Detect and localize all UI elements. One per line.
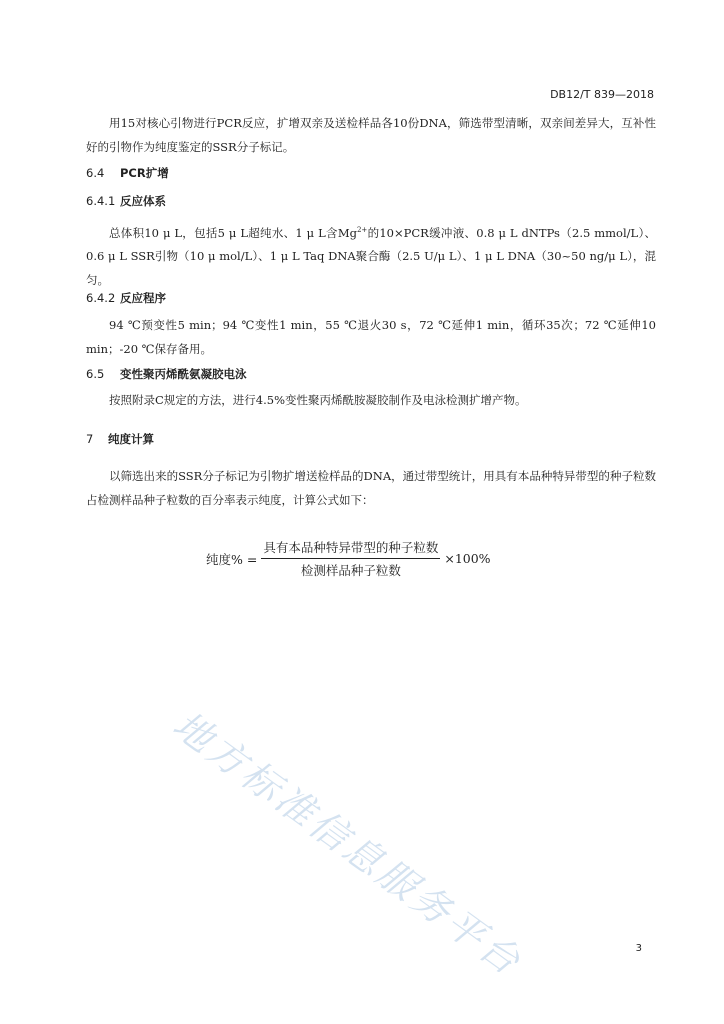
formula-numerator: 具有本品种特异带型的种子粒数 — [263, 540, 439, 555]
reaction-text-part1: 总体积10 μ L，包括5 μ L超纯水、1 μ L含Mg — [109, 225, 357, 240]
section-title: PCR扩增 — [120, 166, 169, 180]
section-6-4-1-heading — [86, 193, 166, 209]
section-number: 6.5 — [86, 367, 105, 381]
intro-paragraph: 用15对核心引物进行PCR反应，扩增双亲及送检样品各10份DNA，筛选带型清晰，双亲间差异大，互补性好的引物作为纯度鉴定的SSR分子标记。 — [86, 116, 656, 154]
formula-fraction — [261, 538, 440, 579]
reaction-system-paragraph — [86, 219, 656, 292]
section-7-heading — [86, 431, 154, 447]
formula-denominator: 检测样品种子粒数 — [300, 563, 401, 578]
electrophoresis-paragraph: 按照附录C规定的方法，进行4.5%变性聚丙烯酰胺凝胶制作及电泳检测扩增产物。 — [109, 393, 527, 407]
section-number: 6.4.1 — [86, 194, 116, 208]
formula-rhs: ×100% — [444, 551, 491, 566]
formula-lhs: 纯度% = — [206, 551, 258, 567]
section-6-4-2-heading — [86, 290, 166, 306]
section-number: 6.4 — [86, 166, 105, 180]
reaction-program-paragraph: 94 ℃预变性5 min；94 ℃变性1 min，55 ℃退火30 s，72 ℃延伸1 min，循环35次；72 ℃延伸10 min；-20 ℃保存备用。 — [86, 318, 656, 356]
purity-formula — [206, 538, 491, 579]
section-6-4-heading — [86, 165, 169, 181]
section-number: 7 — [86, 432, 94, 446]
section-6-5-heading — [86, 366, 247, 382]
page-number: 3 — [635, 943, 642, 954]
purity-paragraph: 以筛选出来的SSR分子标记为引物扩增送检样品的DNA，通过带型统计，用具有本品种特异带型的种子粒数占检测样品种子粒数的百分率表示纯度，计算公式如下： — [86, 469, 656, 507]
section-title: 纯度计算 — [108, 432, 154, 446]
watermark: 地方标准信息服务平台 — [165, 702, 531, 986]
section-title: 变性聚丙烯酰氨凝胶电泳 — [120, 367, 247, 381]
mg-charge-superscript: 2+ — [356, 226, 368, 234]
section-number: 6.4.2 — [86, 291, 116, 305]
reaction-text-part2: 的10×PCR缓冲液、0.8 μ L dNTPs（2.5 mmol/L）、0.6 μ L SSR引物（10 μ mol/L）、1 μ L Taq DNA聚合酶（2.5 U/μ L）、1 μ L DNA（30~50 ng/μ L），混匀。 — [86, 225, 656, 287]
document-code: DB12/T 839—2018 — [550, 88, 654, 101]
section-title: 反应体系 — [120, 194, 166, 208]
section-title: 反应程序 — [120, 291, 166, 305]
